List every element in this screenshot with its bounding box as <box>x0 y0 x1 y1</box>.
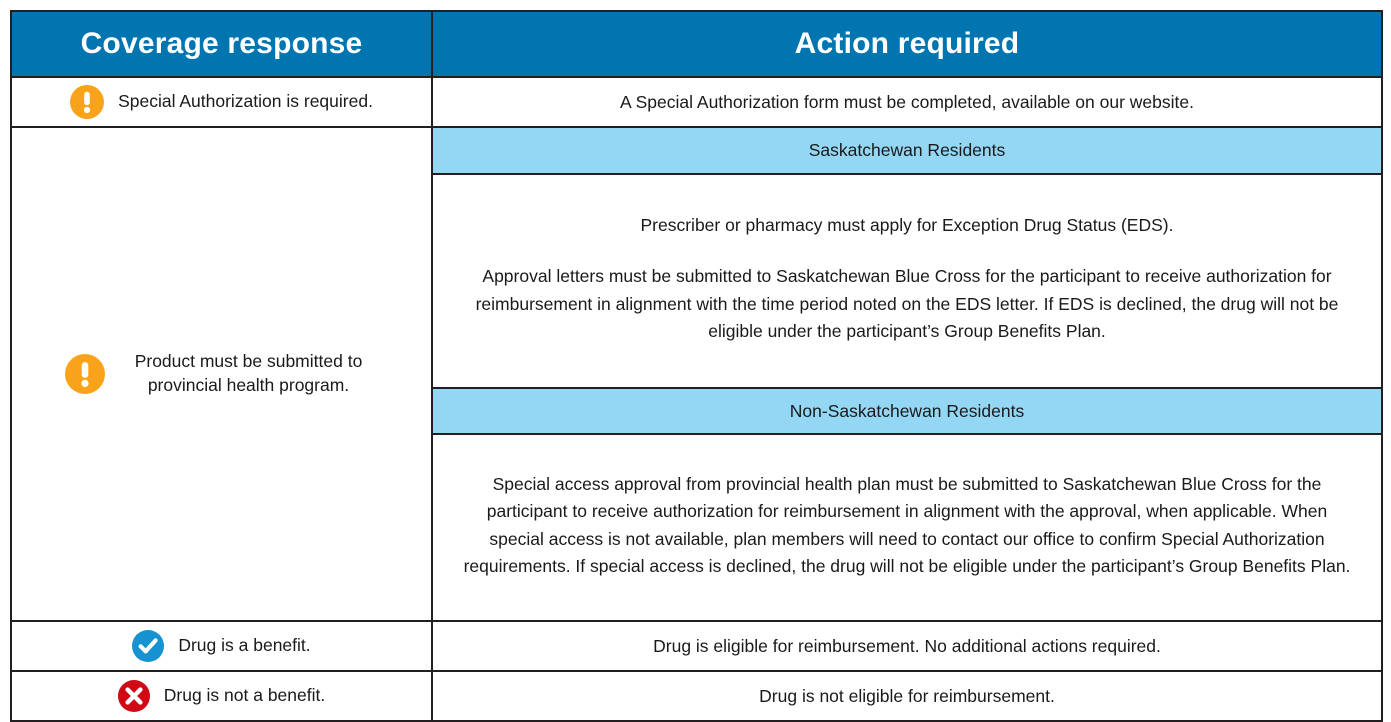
province-sections-table <box>433 128 1381 620</box>
section-paragraph: Prescriber or pharmacy must apply for Exception Drug Status (EDS). <box>640 215 1174 236</box>
cell-coverage-response-3 <box>11 621 432 671</box>
coverage-response-2 <box>12 346 431 401</box>
section-paragraph: Approval letters must be submitted to Saskatchewan Blue Cross for the participant to receive authorization for reimbursement in alignment with the time period noted on the EDS letter. If EDS is declined, the drug will not be eligible under the participant’s Group Benefits Plan. <box>475 266 1339 341</box>
action-required-text-1: A Special Authorization form must be completed, available on our website. <box>620 91 1194 112</box>
section-heading-saskatchewan: Saskatchewan Residents <box>433 128 1381 174</box>
alert-circle-icon <box>65 354 105 394</box>
cell-action-required-4 <box>432 671 1382 721</box>
cell-coverage-response-4 <box>11 671 432 721</box>
coverage-response-3 <box>12 626 431 666</box>
section-heading-row-saskatchewan <box>433 128 1381 174</box>
cell-action-required-2 <box>432 127 1382 621</box>
coverage-response-label-3: Drug is a benefit. <box>178 635 311 656</box>
coverage-response-label-1: Special Authorization is required. <box>118 91 373 112</box>
coverage-response-4 <box>12 676 431 716</box>
table-row <box>11 127 1382 621</box>
check-circle-icon <box>132 630 164 662</box>
coverage-response-1 <box>12 81 431 123</box>
table-row <box>11 77 1382 127</box>
action-required-text-4: Drug is not eligible for reimbursement. <box>759 685 1055 706</box>
table-header <box>11 11 1382 77</box>
section-heading-row-non-saskatchewan <box>433 388 1381 435</box>
alert-circle-icon <box>70 85 104 119</box>
coverage-response-label-4: Drug is not a benefit. <box>163 685 326 706</box>
section-body-saskatchewan <box>433 174 1381 388</box>
section-body-non-saskatchewan <box>433 434 1381 620</box>
action-required-text-3: Drug is eligible for reimbursement. No additional actions required. <box>653 635 1161 656</box>
x-circle-icon <box>118 680 150 712</box>
table-row <box>11 671 1382 721</box>
section-heading-non-saskatchewan: Non-Saskatchewan Residents <box>433 388 1381 435</box>
cell-coverage-response-2 <box>11 127 432 621</box>
cell-action-required-3 <box>432 621 1382 671</box>
header-row <box>11 11 1382 77</box>
column-header-action-required: Action required <box>432 11 1382 77</box>
section-body-row-saskatchewan <box>433 174 1381 388</box>
section-paragraph: Special access approval from provincial health plan must be submitted to Saskatchewan Blue Cross for the participant to receive authorization for reimbursement in alignment with the approval, when applicable. When special access is not available, plan members will need to contact our office to confirm Special Authorization requirements. If special access is declined, the drug will not be eligible under the participant’s Group Benefits Plan. <box>463 474 1351 576</box>
table-row <box>11 621 1382 671</box>
coverage-response-label-2: Product must be submitted to provincial health program. <box>134 351 363 395</box>
section-body-row-non-saskatchewan <box>433 434 1381 620</box>
column-header-coverage-response: Coverage response <box>11 11 432 77</box>
coverage-response-table <box>10 10 1383 722</box>
table-body <box>11 77 1382 721</box>
cell-action-required-1 <box>432 77 1382 127</box>
cell-coverage-response-1 <box>11 77 432 127</box>
